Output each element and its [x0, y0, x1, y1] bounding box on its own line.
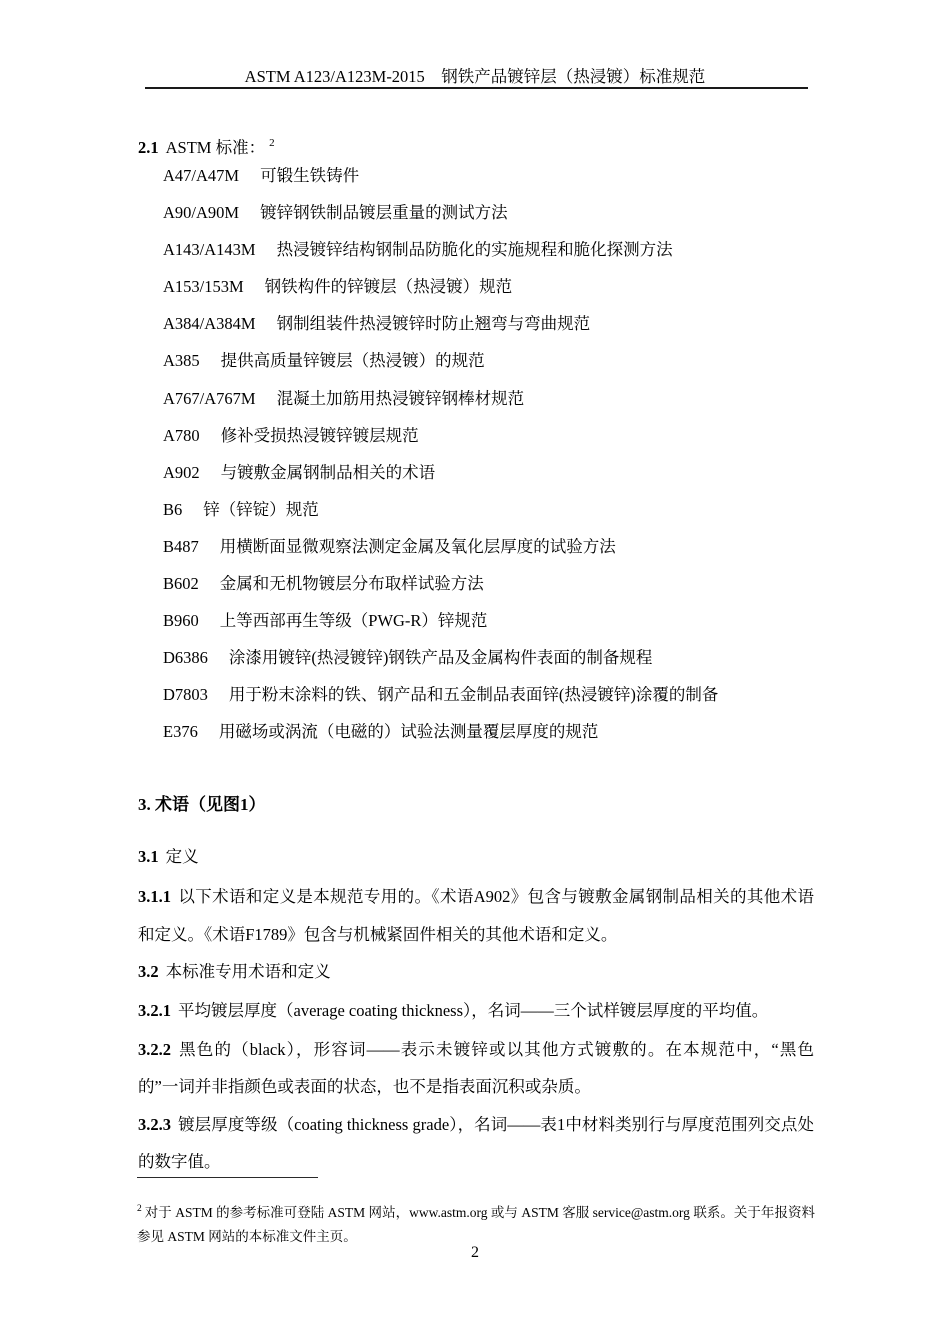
standard-item: [163, 639, 830, 676]
standard-code: E376: [163, 722, 198, 742]
section-3-1-heading: [138, 845, 199, 869]
standard-code: B6: [163, 499, 183, 519]
paragraph-number: 3.2.3: [138, 1114, 171, 1134]
standard-title: 金属和无机物镀层分布取样试验方法: [219, 574, 484, 594]
paragraph-3-2-1: [138, 999, 768, 1023]
page-number: 2: [471, 1244, 479, 1261]
standard-code: B960: [163, 611, 199, 631]
standard-item: [163, 491, 830, 528]
paragraph-3-2-2: [138, 1031, 814, 1106]
standard-code: B487: [163, 536, 199, 556]
section-3-2-heading: [138, 960, 331, 984]
footnote: [137, 1201, 815, 1250]
standard-title: 钢制组装件热浸镀锌时防止翘弯与弯曲规范: [276, 314, 591, 334]
paragraph-number: 3.2.2: [138, 1039, 171, 1059]
footnote-marker: 2: [137, 1204, 142, 1214]
standard-item: [163, 157, 830, 194]
standard-item: [163, 528, 830, 565]
standard-code: A153/153M: [163, 277, 244, 297]
standard-title: 用磁场或涡流（电磁的）试验法测量覆层厚度的规范: [218, 722, 599, 742]
standard-code: A47/A47M: [163, 166, 240, 185]
header-rule: [145, 87, 808, 89]
paragraph-text: 黑色的（black），形容词——表示未镀锌或以其他方式镀敷的。在本规范中，“黑色的”一词并非指颜色或表面的状态，也不是指表面沉积或杂质。: [138, 1039, 814, 1096]
standard-item: [163, 676, 830, 713]
standard-item: [163, 268, 830, 305]
standard-item: [163, 602, 830, 639]
standard-item: [163, 342, 830, 379]
standard-code: A143/A143M: [163, 240, 256, 260]
section-number: 3.2: [138, 961, 159, 981]
standard-code: B602: [163, 574, 199, 594]
standard-title: 用于粉末涂料的铁、钢产品和五金制品表面锌(热浸镀锌)涂覆的制备: [228, 685, 719, 705]
paragraph-3-2-3: [138, 1106, 814, 1181]
standard-item: [163, 454, 830, 491]
standard-title: 热浸镀锌结构钢制品防脆化的实施规程和脆化探测方法: [276, 240, 673, 260]
standard-title: 镀锌钢铁制品镀层重量的测试方法: [260, 203, 508, 223]
standards-list: [163, 157, 830, 751]
standard-code: A780: [163, 425, 200, 445]
standard-title: 上等西部再生等级（PWG-R）锌规范: [219, 611, 488, 631]
standard-title: 可锻生铁铸件: [260, 166, 360, 185]
standard-item: [163, 713, 830, 750]
footnote-text: 对于 ASTM 的参考标准可登陆 ASTM 网站，www.astm.org 或与 ASTM 客服 service@astm.org 联系。关于年报资料参见 ASTM 网站的本标准文件主页。: [137, 1204, 815, 1245]
standard-item: [163, 417, 830, 454]
standard-code: A902: [163, 462, 200, 482]
standard-title: 混凝土加筋用热浸镀锌钢棒材规范: [276, 388, 525, 408]
paragraph-text: 以下术语和定义是本规范专用的。《术语A902》包含与镀敷金属钢制品相关的其他术语和定义。《术语F1789》包含与机械紧固件相关的其他术语和定义。: [138, 886, 814, 944]
paragraph-text: 平均镀层厚度（average coating thickness），名词——三个试样镀层厚度的平均值。: [178, 1000, 769, 1020]
section-2-1-heading: [138, 136, 275, 160]
standard-title: 提供高质量锌镀层（热浸镀）的规范: [220, 351, 485, 371]
section-title: ASTM 标准：: [165, 137, 266, 157]
section-number: 2.1: [138, 137, 159, 157]
standard-title: 涂漆用镀锌(热浸镀锌)钢铁产品及金属构件表面的制备规程: [228, 648, 653, 668]
standard-code: A767/A767M: [163, 388, 256, 408]
standard-title: 与镀敷金属钢制品相关的术语: [220, 462, 436, 482]
standard-item: [163, 380, 830, 417]
section-number: 3.1: [138, 846, 159, 866]
paragraph-3-1-1: [138, 878, 814, 955]
standard-item: [163, 231, 830, 268]
standard-title: 钢铁构件的锌镀层（热浸镀）规范: [264, 277, 513, 297]
standard-code: D7803: [163, 685, 208, 705]
paragraph-number: 3.1.1: [138, 886, 171, 906]
section-3-heading: 3. 术语（见图1）: [138, 795, 266, 814]
footnote-reference: 2: [269, 137, 275, 149]
footnote-rule: [137, 1177, 318, 1178]
section-title: 本标准专用术语和定义: [165, 961, 331, 981]
standard-title: 用横断面显微观察法测定金属及氧化层厚度的试验方法: [219, 536, 616, 556]
standard-title: 修补受损热浸镀锌镀层规范: [220, 425, 419, 445]
standard-item: [163, 565, 830, 602]
page-header-title: ASTM A123/A123M-2015 钢铁产品镀锌层（热浸镀）标准规范: [244, 67, 706, 86]
standard-code: D6386: [163, 648, 208, 668]
standard-code: A90/A90M: [163, 203, 240, 223]
standard-title: 锌（锌锭）规范: [203, 499, 319, 519]
section-title: 定义: [165, 846, 199, 866]
standard-code: A385: [163, 351, 200, 371]
paragraph-text: 镀层厚度等级（coating thickness grade），名词——表1中材料类别行与厚度范围列交点处的数字值。: [138, 1114, 814, 1171]
standard-item: [163, 305, 830, 342]
paragraph-number: 3.2.1: [138, 1000, 171, 1020]
standard-item: [163, 194, 830, 231]
standard-code: A384/A384M: [163, 314, 256, 334]
